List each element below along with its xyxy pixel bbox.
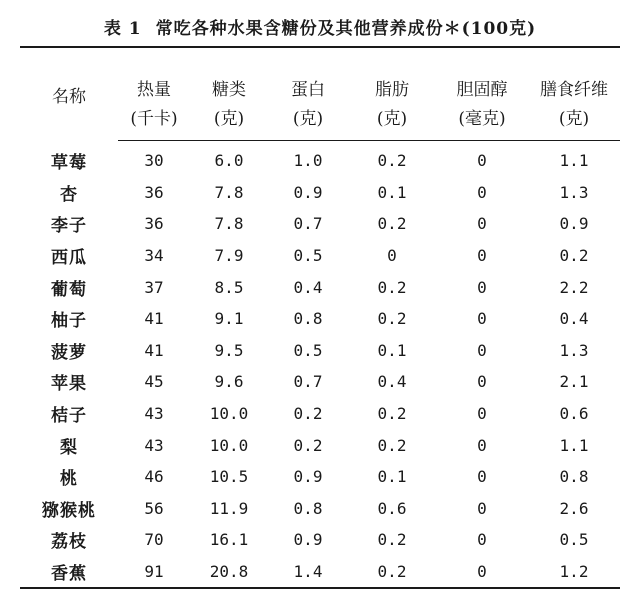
protein-cell: 0.9 <box>293 182 323 202</box>
fiber-cell: 1.3 <box>559 340 589 360</box>
fat-cell: 0 <box>387 246 397 266</box>
unit-cholesterol: (毫克) <box>436 100 528 141</box>
table-row <box>20 303 620 335</box>
table-number: 表 1 <box>103 19 142 39</box>
table-row <box>20 240 620 272</box>
cholesterol-cell: 0 <box>477 498 487 518</box>
fat-cell: 0.2 <box>377 309 407 329</box>
protein-cell: 0.7 <box>293 372 323 392</box>
unit-fat: (克) <box>348 100 436 141</box>
fat-cell: 0.2 <box>377 404 407 424</box>
column-header-fat: 脂肪 <box>348 47 436 100</box>
fat-cell: 0.2 <box>377 214 407 234</box>
cholesterol-cell: 0 <box>477 530 487 550</box>
protein-cell: 0.5 <box>293 340 323 360</box>
protein-cell: 0.9 <box>293 530 323 550</box>
unit-fiber: (克) <box>528 100 620 141</box>
fruit-name-cell: 柚子 <box>51 311 87 332</box>
table-title: 常吃各种水果含糖份及其他营养成份＊(100克) <box>155 19 537 39</box>
cholesterol-cell: 0 <box>477 309 487 329</box>
fiber-cell: 0.5 <box>559 530 589 550</box>
table-row <box>20 335 620 367</box>
fruit-name-cell: 猕猴桃 <box>42 500 96 521</box>
table-row <box>20 177 620 209</box>
protein-cell: 0.4 <box>293 277 323 297</box>
table-row <box>20 493 620 525</box>
column-header-fiber: 膳食纤维 <box>528 47 620 100</box>
calories-cell: 43 <box>144 435 164 455</box>
fruit-name-cell: 苹果 <box>51 374 87 395</box>
calories-cell: 46 <box>144 467 164 487</box>
fat-cell: 0.2 <box>348 556 436 589</box>
cholesterol-cell: 0 <box>477 435 487 455</box>
table-row <box>20 429 620 461</box>
fiber-cell: 1.3 <box>559 182 589 202</box>
column-header-protein: 蛋白 <box>268 47 348 100</box>
cholesterol-cell: 0 <box>477 151 487 171</box>
table-row <box>20 524 620 556</box>
calories-cell: 45 <box>144 372 164 392</box>
fat-cell: 0.2 <box>377 151 407 171</box>
fat-cell: 0.1 <box>377 340 407 360</box>
column-header-carbs: 糖类 <box>190 47 268 100</box>
fruit-name-cell: 荔枝 <box>51 532 87 553</box>
unit-calories: (千卡) <box>118 100 190 141</box>
calories-cell: 56 <box>144 498 164 518</box>
carbs-cell: 16.1 <box>209 530 249 550</box>
fat-cell: 0.2 <box>377 530 407 550</box>
calories-cell: 70 <box>144 530 164 550</box>
carbs-cell: 20.8 <box>190 556 268 589</box>
table-row <box>20 271 620 303</box>
carbs-cell: 7.8 <box>214 182 244 202</box>
carbs-cell: 9.6 <box>214 372 244 392</box>
protein-cell: 0.5 <box>293 246 323 266</box>
fat-cell: 0.6 <box>377 498 407 518</box>
cholesterol-cell: 0 <box>436 556 528 589</box>
calories-cell: 37 <box>144 277 164 297</box>
cholesterol-cell: 0 <box>477 340 487 360</box>
column-header-calories: 热量 <box>118 47 190 100</box>
calories-cell: 36 <box>144 214 164 234</box>
header-row-names <box>20 47 620 100</box>
fruit-name-cell: 桔子 <box>51 406 87 427</box>
calories-cell: 30 <box>144 151 164 171</box>
protein-cell: 0.7 <box>293 214 323 234</box>
column-header-cholesterol: 胆固醇 <box>436 47 528 100</box>
protein-cell: 0.9 <box>293 467 323 487</box>
cholesterol-cell: 0 <box>477 246 487 266</box>
calories-cell: 41 <box>144 309 164 329</box>
table-row <box>20 208 620 240</box>
column-header-name: 名称 <box>20 47 118 141</box>
carbs-cell: 8.5 <box>214 277 244 297</box>
fruit-name-cell: 杏 <box>60 184 78 205</box>
carbs-cell: 9.5 <box>214 340 244 360</box>
fruit-name-cell: 草莓 <box>51 153 87 174</box>
fruit-name-cell: 桃 <box>60 469 78 490</box>
carbs-cell: 10.0 <box>209 404 249 424</box>
fruit-name-cell: 李子 <box>51 216 87 237</box>
table-body <box>20 141 620 589</box>
carbs-cell: 10.0 <box>209 435 249 455</box>
nutrition-table <box>20 46 620 589</box>
table-row <box>20 461 620 493</box>
fruit-name-cell: 西瓜 <box>51 248 87 269</box>
carbs-cell: 7.9 <box>214 246 244 266</box>
protein-cell: 0.2 <box>293 435 323 455</box>
fiber-cell: 0.9 <box>559 214 589 234</box>
table-row <box>20 398 620 430</box>
carbs-cell: 6.0 <box>214 151 244 171</box>
fiber-cell: 2.2 <box>559 277 589 297</box>
cholesterol-cell: 0 <box>477 404 487 424</box>
fiber-cell: 2.6 <box>559 498 589 518</box>
fiber-cell: 1.1 <box>559 435 589 455</box>
calories-cell: 34 <box>144 246 164 266</box>
cholesterol-cell: 0 <box>477 372 487 392</box>
table-row <box>20 141 620 177</box>
fruit-name-cell: 菠萝 <box>51 342 87 363</box>
fiber-cell: 0.6 <box>559 404 589 424</box>
fat-cell: 0.1 <box>377 467 407 487</box>
carbs-cell: 9.1 <box>214 309 244 329</box>
table-row <box>20 366 620 398</box>
protein-cell: 0.8 <box>293 498 323 518</box>
table-row <box>20 556 620 589</box>
cholesterol-cell: 0 <box>477 182 487 202</box>
fruit-name-cell: 香蕉 <box>20 556 118 589</box>
fat-cell: 0.2 <box>377 277 407 297</box>
unit-carbs: (克) <box>190 100 268 141</box>
fruit-name-cell: 梨 <box>60 437 78 458</box>
fiber-cell: 0.4 <box>559 309 589 329</box>
cholesterol-cell: 0 <box>477 467 487 487</box>
fiber-cell: 1.1 <box>559 151 589 171</box>
fruit-name-cell: 葡萄 <box>51 279 87 300</box>
cholesterol-cell: 0 <box>477 214 487 234</box>
fiber-cell: 1.2 <box>528 556 620 589</box>
fiber-cell: 0.8 <box>559 467 589 487</box>
calories-cell: 41 <box>144 340 164 360</box>
protein-cell: 1.4 <box>268 556 348 589</box>
carbs-cell: 7.8 <box>214 214 244 234</box>
unit-protein: (克) <box>268 100 348 141</box>
fiber-cell: 2.1 <box>559 372 589 392</box>
carbs-cell: 10.5 <box>209 467 249 487</box>
calories-cell: 36 <box>144 182 164 202</box>
fat-cell: 0.2 <box>377 435 407 455</box>
calories-cell: 91 <box>118 556 190 589</box>
fiber-cell: 0.2 <box>559 246 589 266</box>
protein-cell: 0.8 <box>293 309 323 329</box>
cholesterol-cell: 0 <box>477 277 487 297</box>
calories-cell: 43 <box>144 404 164 424</box>
carbs-cell: 11.9 <box>209 498 249 518</box>
protein-cell: 0.2 <box>293 404 323 424</box>
fat-cell: 0.4 <box>377 372 407 392</box>
fat-cell: 0.1 <box>377 182 407 202</box>
table-caption <box>0 14 640 39</box>
protein-cell: 1.0 <box>293 151 323 171</box>
